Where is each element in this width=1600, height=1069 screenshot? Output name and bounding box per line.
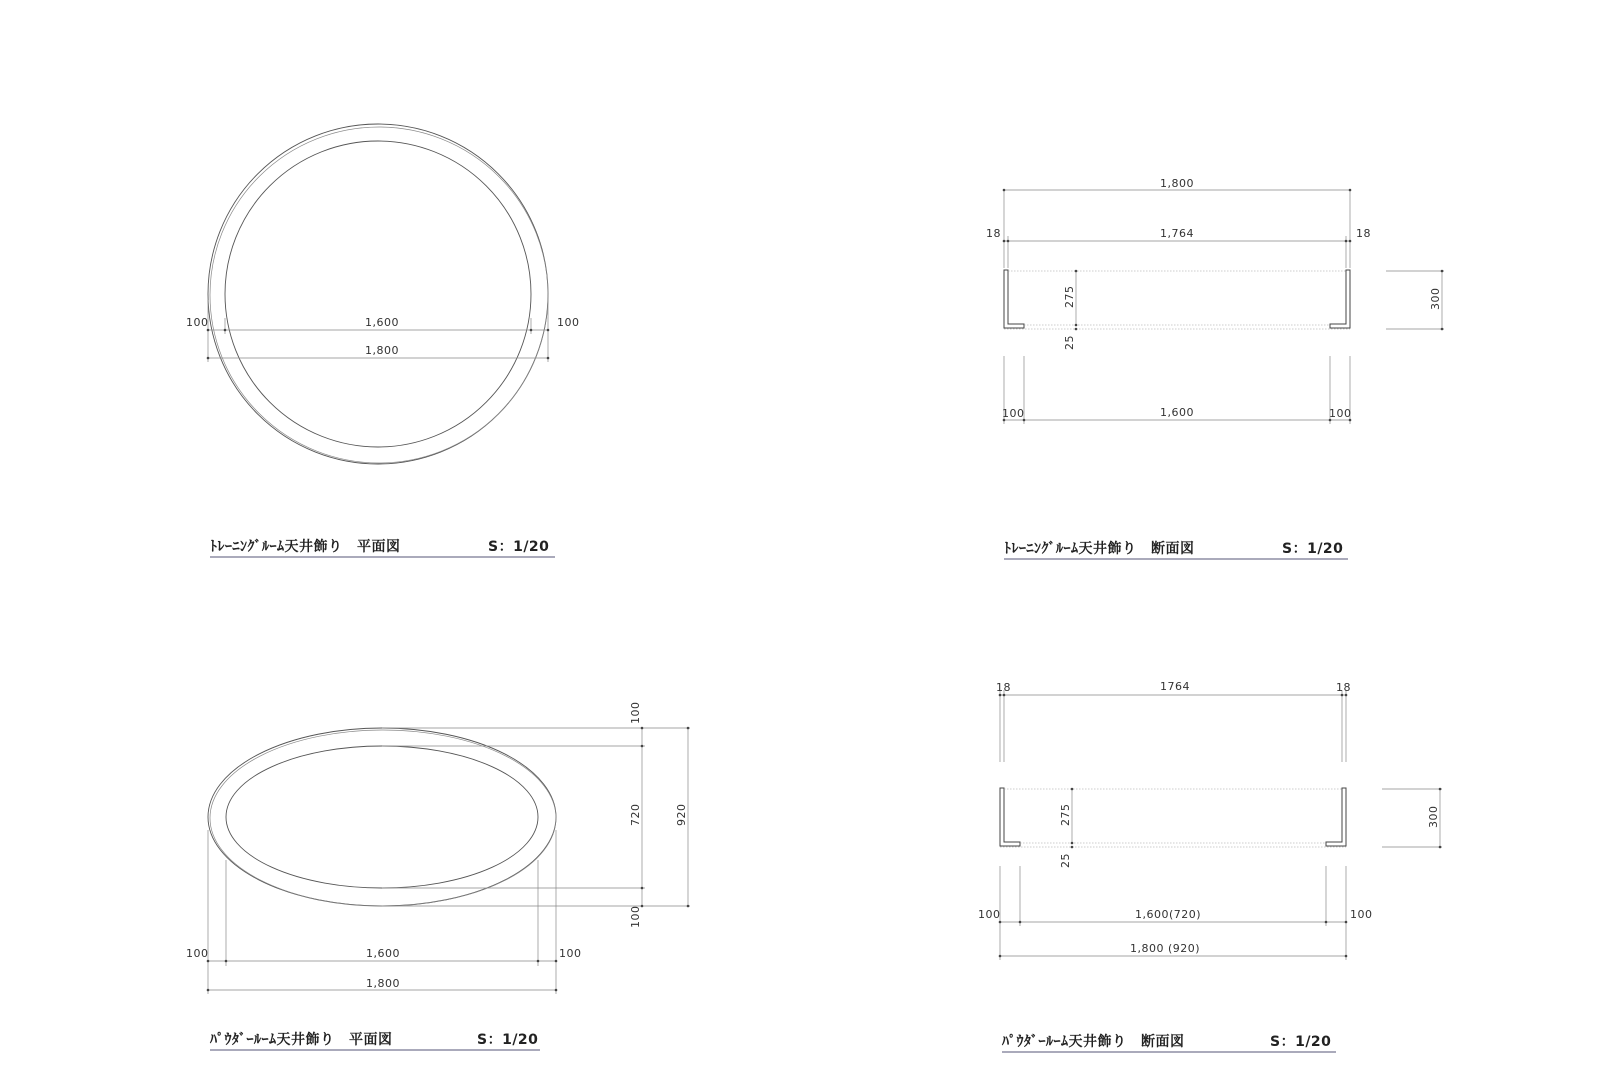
dim-total-height: 300 [1429, 287, 1442, 310]
powder-section-view [978, 680, 1442, 1052]
dim-right-flange: 100 [1350, 908, 1373, 921]
training-section-scale: S：1/20 [1282, 541, 1344, 557]
outer-ring-shadow [210, 127, 548, 463]
dim-inner: 1,764 [1160, 227, 1194, 240]
dim-left-thk: 18 [996, 681, 1011, 694]
dim-base: 25 [1063, 335, 1076, 350]
inner-ring [226, 746, 538, 888]
dim-span: 1,600 [1160, 406, 1194, 419]
dim-outer: 1,800 [365, 344, 399, 357]
dim-total-height: 300 [1427, 805, 1440, 828]
powder-plan-title: ﾊﾟｳﾀﾞｰﾙｰﾑ天井飾り 平面図 [210, 1032, 393, 1048]
dim-left-thk: 18 [986, 227, 1001, 240]
dim-top: 100 [629, 701, 642, 724]
dim-overall: 1,800 (920) [1130, 942, 1201, 955]
right-profile [1326, 788, 1346, 846]
dim-overall: 1,800 [1160, 177, 1194, 190]
dim-outer-v: 920 [675, 803, 688, 826]
inner-ring [225, 141, 531, 447]
dim-right-flange: 100 [1329, 407, 1352, 420]
dim-height: 275 [1059, 803, 1072, 826]
dim-left-flange: 100 [1002, 407, 1025, 420]
dim-height: 275 [1063, 285, 1076, 308]
left-profile [1000, 788, 1020, 846]
training-plan-view [186, 124, 580, 557]
dim-left: 100 [186, 316, 209, 329]
dim-bottom: 100 [629, 905, 642, 928]
dim-right-thk: 18 [1336, 681, 1351, 694]
powder-plan-view [186, 702, 690, 1051]
dim-right-thk: 18 [1356, 227, 1371, 240]
outer-ring-shadow [210, 730, 556, 906]
dim-inner: 1764 [1160, 680, 1190, 693]
left-profile [1004, 270, 1024, 328]
powder-section-title: ﾊﾟｳﾀﾞｰﾙｰﾑ天井飾り 断面図 [1002, 1034, 1185, 1050]
right-profile [1330, 270, 1350, 328]
dim-right: 100 [557, 316, 580, 329]
dim-right: 100 [559, 947, 582, 960]
training-section-view [986, 177, 1444, 559]
powder-plan-scale: S：1/20 [477, 1032, 539, 1048]
dim-inner-v: 720 [629, 803, 642, 826]
dim-inner: 1,600 [366, 947, 400, 960]
dim-left: 100 [186, 947, 209, 960]
dim-base: 25 [1059, 853, 1072, 868]
training-plan-title: ﾄﾚｰﾆﾝｸﾞﾙｰﾑ天井飾り 平面図 [210, 539, 401, 555]
dim-outer: 1,800 [366, 977, 400, 990]
training-section-title: ﾄﾚｰﾆﾝｸﾞﾙｰﾑ天井飾り 断面図 [1004, 541, 1195, 557]
training-plan-scale: S：1/20 [488, 539, 550, 555]
dim-inner: 1,600 [365, 316, 399, 329]
dim-span: 1,600(720) [1135, 908, 1202, 921]
powder-section-scale: S：1/20 [1270, 1034, 1332, 1050]
dim-left-flange: 100 [978, 908, 1001, 921]
